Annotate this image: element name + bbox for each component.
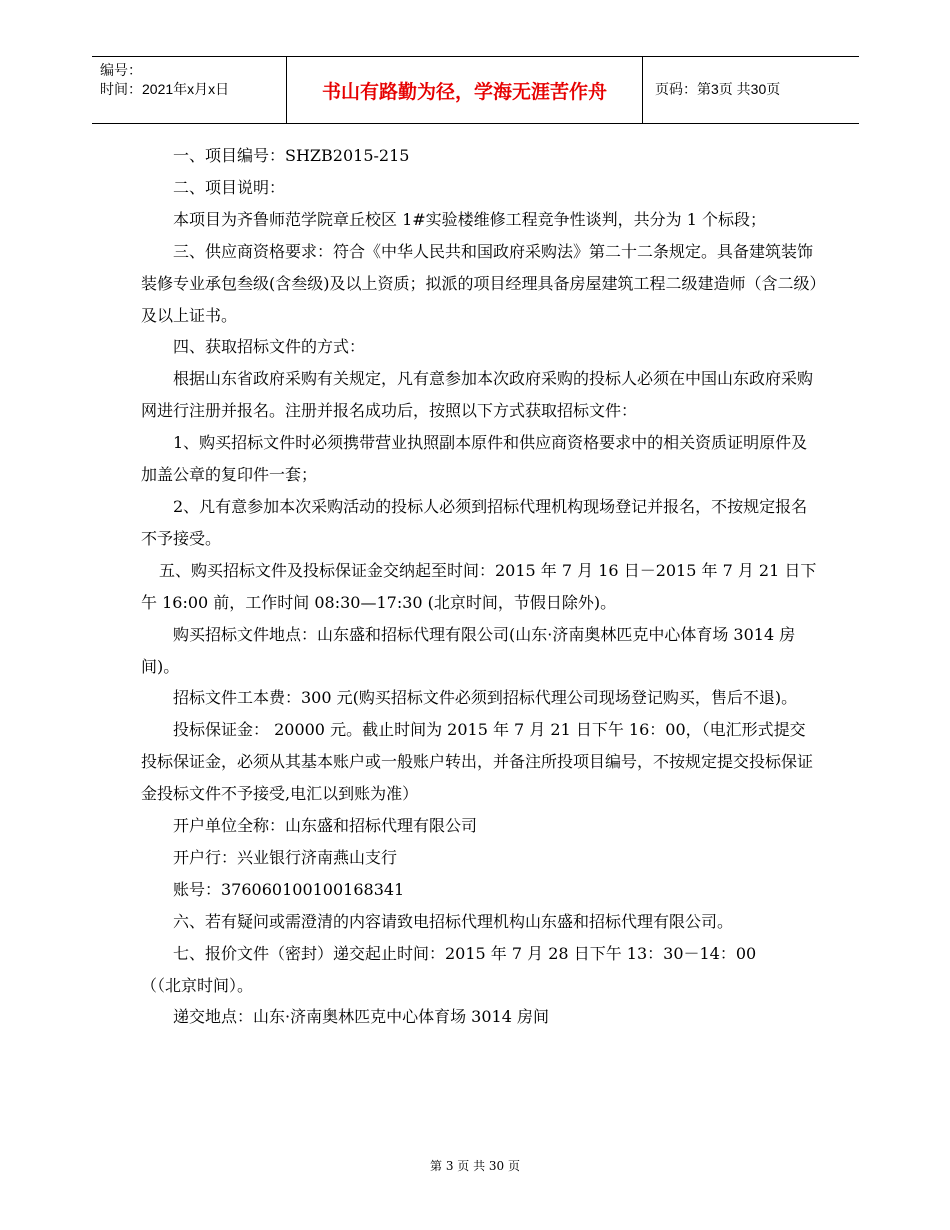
- page-header: [92, 56, 859, 124]
- header-page-info: 页码：第3页 共30页: [655, 81, 781, 97]
- header-motto-cell: [286, 57, 643, 123]
- header-motto: 书山有路勤为径，学海无涯苦作舟: [321, 80, 607, 103]
- bid-bond: 投标保证金： 20000 元。截止时间为 2015 年 7 月 21 日下午 16：00，（电汇形式提交投标保证金，必须从其基本账户或一般账户转出，并备注所投项目编号，不按规定提交投标保证金投标文件不予接受,电汇以到账为准）: [141, 720, 814, 804]
- project-description-heading: 二、项目说明：: [173, 177, 286, 197]
- inquiry-contact: 六、若有疑问或需澄清的内容请致电招标代理机构山东盛和招标代理有限公司。: [173, 911, 734, 931]
- account-holder: 开户单位全称：山东盛和招标代理有限公司: [173, 816, 478, 836]
- purchase-requirement-1: 1、购买招标文件时必须携带营业执照副本原件和供应商资格要求中的相关资质证明原件及加盖公章的复印件一套；: [141, 433, 808, 485]
- account-number: 账号：376060100100168341: [173, 879, 405, 899]
- header-meta: [100, 61, 286, 99]
- purchase-time-period: 五、购买招标文件及投标保证金交纳起至时间：2015 年 7 月 16 日－2015 年 7 月 21 日下午 16:00 前，工作时间 08:30—17:30 (北京时间，节假日除外)。: [141, 560, 817, 612]
- project-number: 一、项目编号：SHZB2015-215: [173, 146, 410, 165]
- purchase-location: 购买招标文件地点：山东盛和招标代理有限公司(山东·济南奥林匹克中心体育场 3014 房间)。: [141, 624, 796, 676]
- submission-time: 七、报价文件（密封）递交起止时间：2015 年 7 月 28 日下午 13：30－14：00: [173, 943, 757, 963]
- registration-requirement: 根据山东省政府采购有关规定，凡有意参加本次政府采购的投标人必须在中国山东政府采购网进行注册并报名。注册并报名成功后，按照以下方式获取招标文件：: [141, 369, 814, 421]
- document-body: [141, 140, 821, 1033]
- obtain-documents-heading: 四、获取招标文件的方式：: [173, 337, 366, 357]
- project-description: 本项目为齐鲁师范学院章丘校区 1#实验楼维修工程竞争性谈判，共分为 1 个标段；: [173, 209, 767, 229]
- document-number-label: 编号：: [100, 62, 142, 78]
- submission-location: 递交地点：山东·济南奥林匹克中心体育场 3014 房间: [173, 1007, 549, 1027]
- supplier-qualifications: 三、供应商资格要求：符合《中华人民共和国政府采购法》第二十二条规定。具备建筑装饰装修专业承包叁级(含叁级)及以上资质；拟派的项目经理具备房屋建筑工程二级建造师（含二级）及以上证书。: [141, 241, 818, 325]
- document-date-label: 时间：2021年x月x日: [100, 81, 230, 97]
- bank-name: 开户行：兴业银行济南燕山支行: [173, 847, 398, 867]
- document-fee: 招标文件工本费：300 元(购买招标文件必须到招标代理公司现场登记购买，售后不退)。: [173, 688, 798, 708]
- submission-time-note: （（北京时间）。: [141, 975, 254, 995]
- purchase-requirement-2: 2、凡有意参加本次采购活动的投标人必须到招标代理机构现场登记并报名，不按规定报名不予接受。: [141, 496, 808, 548]
- page-footer: 第 3 页 共 30 页: [430, 1159, 520, 1173]
